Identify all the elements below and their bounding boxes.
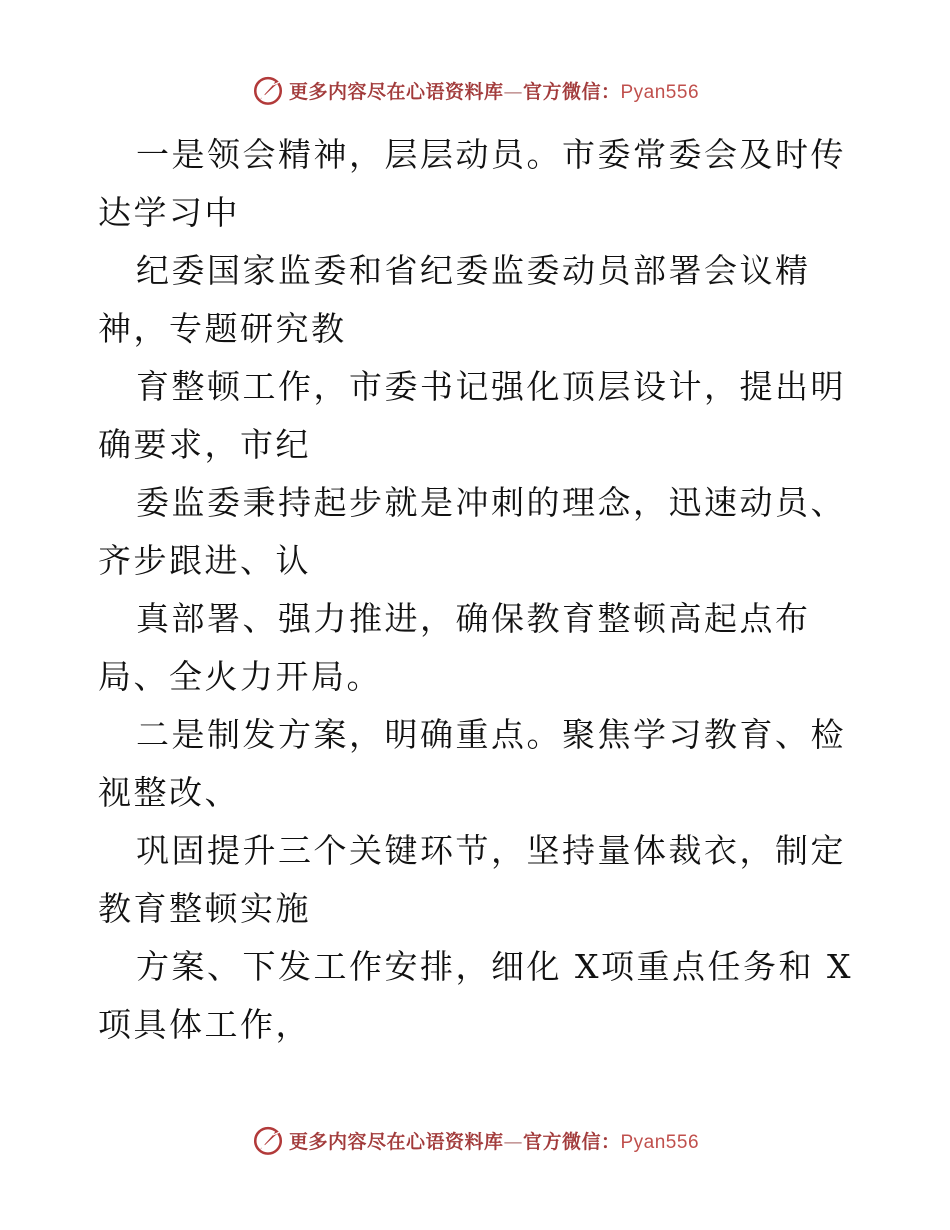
footer-suffix: 官方微信： — [522, 1130, 621, 1153]
header-separator: — — [503, 80, 523, 103]
footer-banner — [0, 1122, 950, 1158]
header-banner-text — [289, 77, 699, 104]
paragraph: 一是领会精神，层层动员。市委常委会及时传达学习中 — [98, 135, 846, 232]
paragraph: 育整顿工作，市委书记强化顶层设计，提出明确要求，市纪 — [98, 367, 846, 464]
paragraph: 纪委国家监委和省纪委监委动员部署会议精神，专题研究教 — [98, 251, 811, 348]
paragraph: 二是制发方案，明确重点。聚焦学习教育、检视整改、 — [98, 715, 846, 812]
paragraph: 方案、下发工作安排，细化 X项重点任务和 X项具体工作， — [98, 947, 853, 1044]
footer-banner-text — [289, 1127, 699, 1154]
quill-pen-logo-icon — [251, 1123, 285, 1157]
paragraph: 巩固提升三个关键环节，坚持量体裁衣，制定教育整顿实施 — [98, 831, 846, 928]
header-prefix: 更多内容尽在心语资料库 — [288, 80, 504, 103]
footer-wechat-id: Pyan556 — [620, 1131, 700, 1153]
quill-pen-logo-icon — [251, 73, 285, 107]
header-wechat-id: Pyan556 — [620, 81, 700, 103]
paragraph: 真部署、强力推进，确保教育整顿高起点布局、全火力开局。 — [98, 599, 811, 696]
footer-separator: — — [503, 1130, 523, 1153]
footer-prefix: 更多内容尽在心语资料库 — [288, 1130, 504, 1153]
document-body — [98, 126, 858, 1054]
header-suffix: 官方微信： — [522, 80, 621, 103]
header-banner — [0, 72, 950, 108]
paragraph: 委监委秉持起步就是冲刺的理念，迅速动员、齐步跟进、认 — [98, 483, 846, 580]
